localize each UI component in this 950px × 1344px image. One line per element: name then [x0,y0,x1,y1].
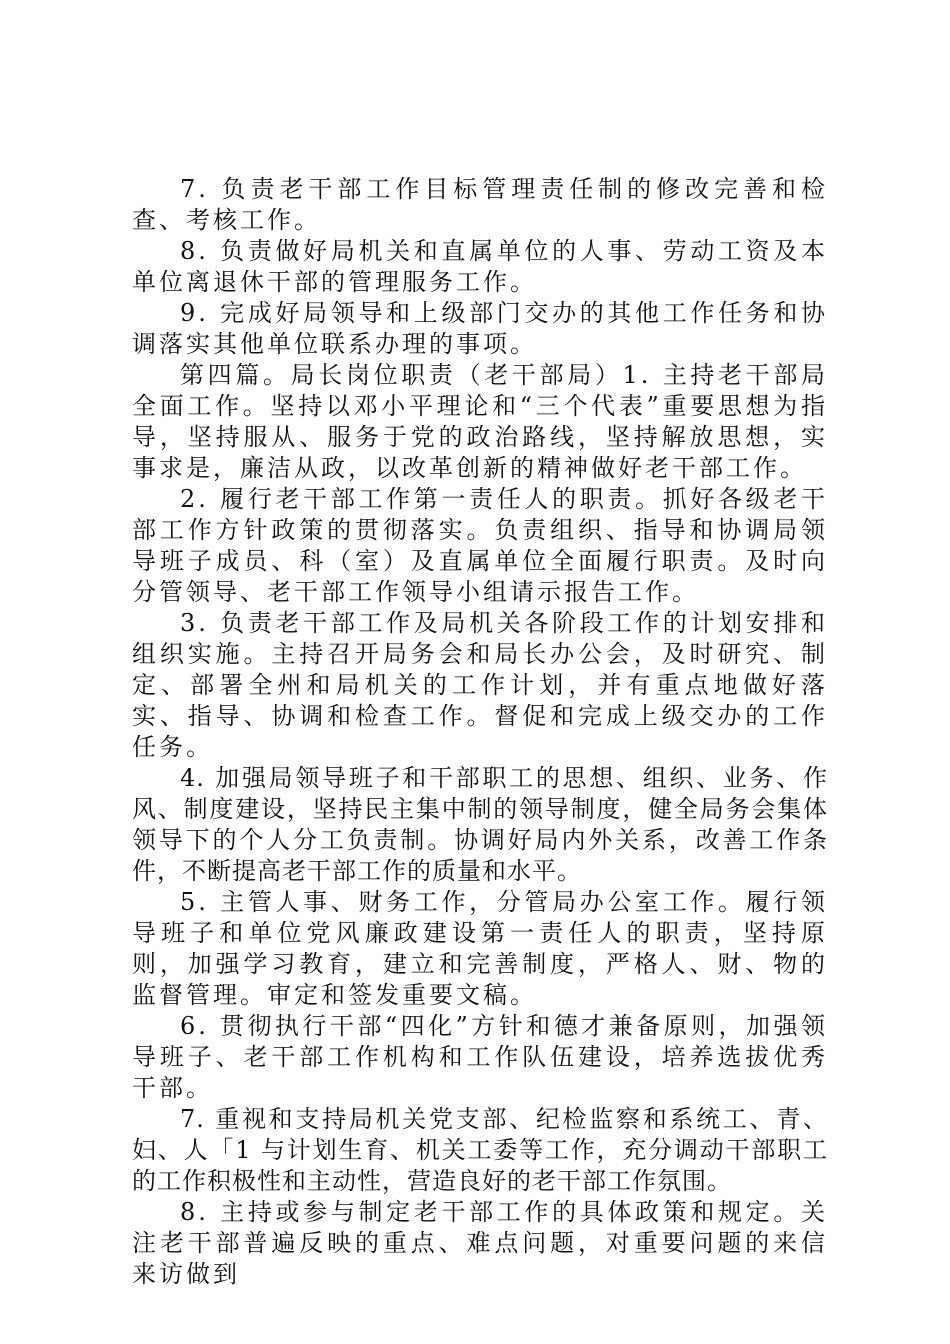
paragraph-item-7: 7. 负责老干部工作目标管理责任制的修改完善和检查、考核工作。 [132,175,828,234]
duty-paragraph-4: 4. 加强局领导班子和干部职工的思想、组织、业务、作风、制度建设，坚持民主集中制的领导制度，健全局务会集体领导下的个人分工负责制。协调好局内外关系，改善工作条件，不断提高老干部工作的质量和水平。 [132,764,828,885]
duty-paragraph-7: 7. 重视和支持局机关党支部、纪检监察和系统工、青、妇、人「1 与计划生育、机关工委等工作，充分调动干部职工的工作积极性和主动性，营造良好的老干部工作氛围。 [132,1105,828,1195]
document-page [132,174,828,1290]
duty-paragraph-5: 5. 主管人事、财务工作，分管局办公室工作。履行领导班子和单位党风廉政建设第一责任人的职责，坚持原则，加强学习教育，建立和完善制度，严格人、财、物的监督管理。审定和签发重要文稿。 [132,888,828,1009]
duty-paragraph-2: 2. 履行老干部工作第一责任人的职责。抓好各级老干部工作方针政策的贯彻落实。负责组织、指导和协调局领导班子成员、科（室）及直属单位全面履行职责。及时向分管领导、老干部工作领导小组请示报告工作。 [132,485,828,606]
section-four-heading-paragraph: 第四篇。局长岗位职责（老干部局）1. 主持老干部局全面工作。坚持以邓小平理论和“三个代表”重要思想为指导，坚持服从、服务于党的政治路线，坚持解放思想，实事求是，廉洁从政，以改革创新的精神做好老干部工作。 [132,361,828,482]
duty-paragraph-8: 8. 主持或参与制定老干部工作的具体政策和规定。关注老干部普遍反映的重点、难点问题，对重要问题的来信来访做到 [132,1198,828,1288]
paragraph-item-8: 8. 负责做好局机关和直属单位的人事、劳动工资及本单位离退休干部的管理服务工作。 [132,237,828,296]
paragraph-item-9: 9. 完成好局领导和上级部门交办的其他工作任务和协调落实其他单位联系办理的事项。 [132,299,828,358]
duty-paragraph-6: 6. 贯彻执行干部“四化”方针和德才兼备原则，加强领导班子、老干部工作机构和工作队伍建设，培养选拔优秀干部。 [132,1012,828,1102]
duty-paragraph-3: 3. 负责老干部工作及局机关各阶段工作的计划安排和组织实施。主持召开局务会和局长办公会，及时研究、制定、部署全州和局机关的工作计划，并有重点地做好落实、指导、协调和检查工作。督促和完成上级交办的工作任务。 [132,609,828,761]
